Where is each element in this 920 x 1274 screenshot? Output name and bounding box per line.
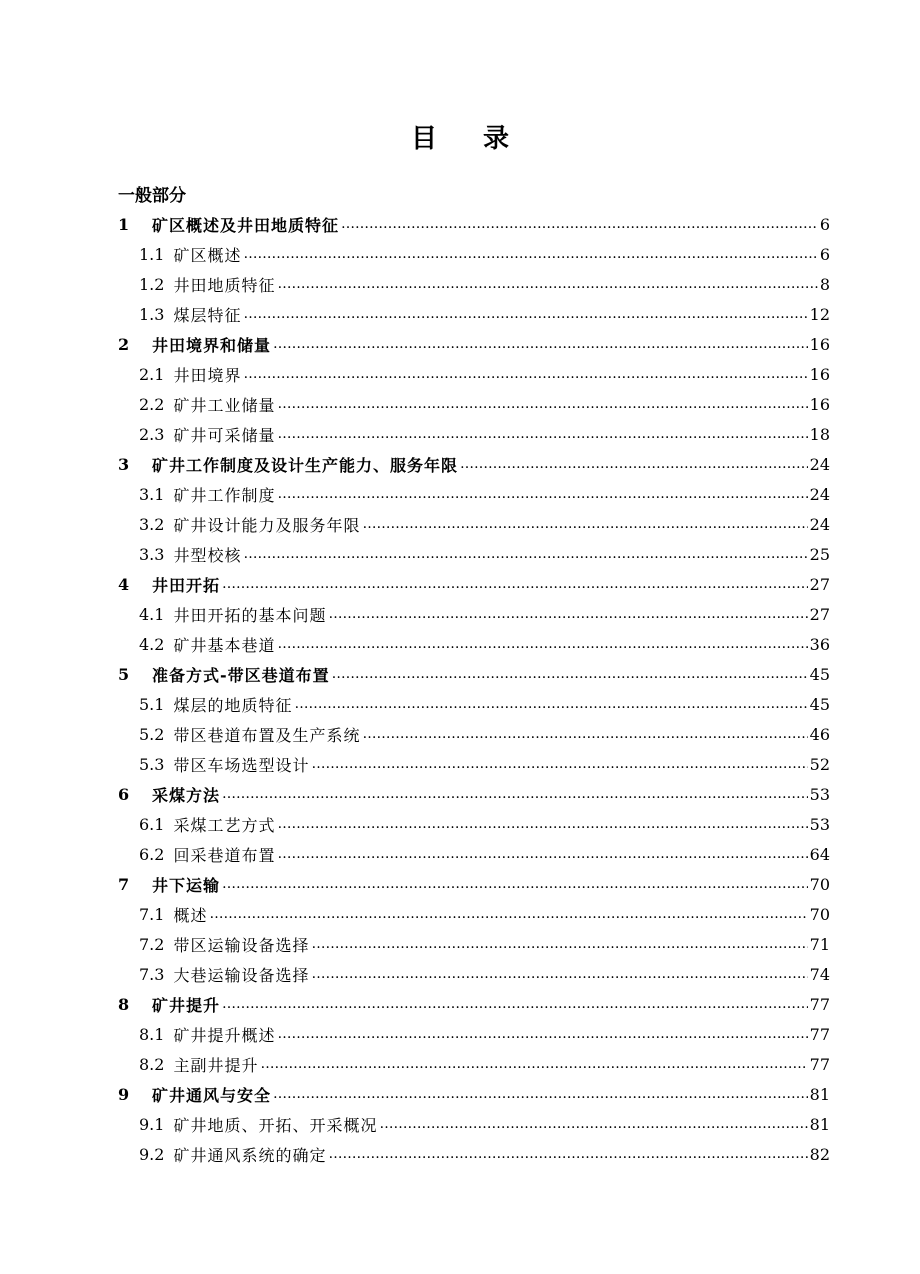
title-char: 录 — [483, 124, 510, 154]
dot-leader — [277, 845, 807, 863]
entry-number: 7.3 — [139, 964, 165, 984]
toc-chapter-entry[interactable] — [118, 1079, 830, 1109]
dot-leader — [460, 455, 808, 473]
entry-page-number: 52 — [809, 754, 830, 774]
entry-page-number: 74 — [809, 964, 830, 984]
entry-title: 矿井工业储量 — [173, 395, 276, 415]
entry-page-number: 24 — [809, 484, 830, 504]
entry-page-number: 6 — [819, 214, 830, 234]
entry-number: 6.2 — [139, 844, 165, 864]
dot-leader — [332, 665, 808, 683]
dot-leader — [362, 515, 807, 533]
toc-section-entry[interactable] — [118, 959, 830, 989]
entry-title: 井田境界 — [173, 365, 242, 385]
toc-section-entry[interactable] — [118, 479, 830, 509]
toc-section-entry[interactable] — [118, 1019, 830, 1049]
toc-section-entry[interactable] — [118, 359, 830, 389]
entry-page-number: 24 — [809, 454, 830, 474]
entry-number: 6.1 — [139, 814, 165, 834]
entry-number: 1.3 — [139, 304, 165, 324]
entry-number: 3.3 — [139, 544, 165, 564]
dot-leader — [294, 695, 807, 713]
entry-page-number: 16 — [809, 364, 830, 384]
dot-leader — [277, 1025, 807, 1043]
entry-title: 采煤工艺方式 — [173, 815, 276, 835]
entry-title: 矿井可采储量 — [173, 425, 276, 445]
dot-leader — [311, 935, 807, 953]
entry-title: 采煤方法 — [152, 785, 221, 805]
dot-leader — [277, 425, 807, 443]
entry-title: 矿井基本巷道 — [173, 635, 276, 655]
entry-page-number: 53 — [809, 784, 830, 804]
toc-section-entry[interactable] — [118, 509, 830, 539]
toc-section-entry[interactable] — [118, 629, 830, 659]
dot-leader — [273, 1085, 808, 1103]
toc-chapter-entry[interactable] — [118, 209, 830, 239]
entry-number: 5.2 — [139, 724, 165, 744]
entry-title: 带区车场选型设计 — [173, 755, 310, 775]
dot-leader — [222, 995, 808, 1013]
entry-title: 井田境界和储量 — [152, 335, 272, 355]
dot-leader — [209, 905, 807, 923]
entry-page-number: 64 — [809, 844, 830, 864]
dot-leader — [341, 215, 818, 233]
entry-page-number: 12 — [809, 304, 830, 324]
entry-page-number: 77 — [809, 1024, 830, 1044]
dot-leader — [362, 725, 807, 743]
entry-page-number: 81 — [809, 1114, 830, 1134]
entry-title: 矿井工作制度 — [173, 485, 276, 505]
entry-title: 带区巷道布置及生产系统 — [173, 725, 361, 745]
entry-number: 9.1 — [139, 1114, 165, 1134]
entry-title: 煤层特征 — [173, 305, 242, 325]
entry-page-number: 27 — [809, 604, 830, 624]
toc-chapter-entry[interactable] — [118, 779, 830, 809]
dot-leader — [277, 275, 817, 293]
dot-leader — [243, 245, 817, 263]
toc-section-entry[interactable] — [118, 899, 830, 929]
entry-title: 井型校核 — [173, 545, 242, 565]
entry-page-number: 16 — [809, 394, 830, 414]
entry-title: 主副井提升 — [173, 1055, 259, 1075]
entry-number: 1.2 — [139, 274, 165, 294]
dot-leader — [379, 1115, 807, 1133]
page-title — [0, 118, 920, 155]
entry-number: 7.1 — [139, 904, 165, 924]
dot-leader — [243, 365, 807, 383]
dot-leader — [277, 815, 807, 833]
entry-title: 矿井提升 — [152, 995, 221, 1015]
entry-page-number: 70 — [809, 874, 830, 894]
toc-section-entry[interactable] — [118, 269, 830, 299]
entry-page-number: 27 — [809, 574, 830, 594]
entry-page-number: 81 — [809, 1084, 830, 1104]
entry-page-number: 70 — [809, 904, 830, 924]
entry-number: 4.1 — [139, 604, 165, 624]
entry-number: 8.1 — [139, 1024, 165, 1044]
entry-title: 矿区概述 — [173, 245, 242, 265]
toc-chapter-entry[interactable] — [118, 989, 830, 1019]
entry-title: 矿井通风与安全 — [152, 1085, 272, 1105]
entry-number: 2.3 — [139, 424, 165, 444]
entry-number: 2.2 — [139, 394, 165, 414]
entry-title: 井下运输 — [152, 875, 221, 895]
entry-title: 矿井通风系统的确定 — [173, 1145, 327, 1165]
entry-number: 2 — [118, 334, 130, 354]
toc-section-entry[interactable] — [118, 539, 830, 569]
entry-number: 3.2 — [139, 514, 165, 534]
entry-number: 5.3 — [139, 754, 165, 774]
toc-section-entry[interactable] — [118, 809, 830, 839]
dot-leader — [222, 785, 808, 803]
entry-number: 4.2 — [139, 634, 165, 654]
toc-section-entry[interactable] — [118, 389, 830, 419]
entry-page-number: 24 — [809, 514, 830, 534]
entry-number: 1.1 — [139, 244, 165, 264]
entry-number: 4 — [118, 574, 130, 594]
dot-leader — [273, 335, 808, 353]
entry-title: 矿井工作制度及设计生产能力、服务年限 — [152, 455, 459, 475]
entry-page-number: 46 — [809, 724, 830, 744]
toc-section-entry[interactable] — [118, 1139, 830, 1169]
section-header: 一般部分 — [118, 186, 186, 206]
entry-page-number: 77 — [809, 994, 830, 1014]
dot-leader — [222, 875, 808, 893]
title-char: 目 — [410, 124, 437, 154]
entry-number: 5.1 — [139, 694, 165, 714]
entry-page-number: 45 — [809, 694, 830, 714]
entry-page-number: 45 — [809, 664, 830, 684]
entry-title: 矿区概述及井田地质特征 — [152, 215, 340, 235]
dot-leader — [311, 755, 807, 773]
entry-number: 1 — [118, 214, 130, 234]
entry-number: 7 — [118, 874, 130, 894]
dot-leader — [260, 1055, 807, 1073]
entry-title: 井田开拓 — [152, 575, 221, 595]
dot-leader — [328, 605, 807, 623]
entry-title: 矿井提升概述 — [173, 1025, 276, 1045]
dot-leader — [277, 485, 807, 503]
entry-page-number: 71 — [809, 934, 830, 954]
dot-leader — [277, 635, 807, 653]
entry-page-number: 8 — [819, 274, 830, 294]
toc-chapter-entry[interactable] — [118, 329, 830, 359]
entry-number: 5 — [118, 664, 130, 684]
toc-section-entry[interactable] — [118, 1049, 830, 1079]
entry-page-number: 53 — [809, 814, 830, 834]
dot-leader — [243, 545, 807, 563]
entry-title: 准备方式-带区巷道布置 — [152, 665, 330, 685]
toc-chapter-entry[interactable] — [118, 569, 830, 599]
entry-number: 8.2 — [139, 1054, 165, 1074]
toc-chapter-entry[interactable] — [118, 449, 830, 479]
toc-section-entry[interactable] — [118, 299, 830, 329]
toc-section-entry[interactable] — [118, 239, 830, 269]
entry-number: 7.2 — [139, 934, 165, 954]
entry-title: 带区运输设备选择 — [173, 935, 310, 955]
entry-page-number: 77 — [809, 1054, 830, 1074]
entry-page-number: 36 — [809, 634, 830, 654]
entry-page-number: 16 — [809, 334, 830, 354]
entry-title: 大巷运输设备选择 — [173, 965, 310, 985]
entry-title: 回采巷道布置 — [173, 845, 276, 865]
toc-section-entry[interactable] — [118, 749, 830, 779]
dot-leader — [243, 305, 807, 323]
toc-list — [118, 209, 830, 1169]
dot-leader — [222, 575, 808, 593]
toc-section-entry[interactable] — [118, 419, 830, 449]
entry-page-number: 18 — [809, 424, 830, 444]
dot-leader — [328, 1145, 807, 1163]
entry-number: 9.2 — [139, 1144, 165, 1164]
entry-page-number: 82 — [809, 1144, 830, 1164]
toc-section-entry[interactable] — [118, 839, 830, 869]
dot-leader — [311, 965, 807, 983]
toc-section-entry[interactable] — [118, 689, 830, 719]
toc-section-entry[interactable] — [118, 599, 830, 629]
entry-page-number: 6 — [819, 244, 830, 264]
entry-page-number: 25 — [809, 544, 830, 564]
entry-number: 3.1 — [139, 484, 165, 504]
entry-title: 煤层的地质特征 — [173, 695, 293, 715]
entry-title: 井田地质特征 — [173, 275, 276, 295]
toc-section-entry[interactable] — [118, 1109, 830, 1139]
entry-title: 矿井地质、开拓、开采概况 — [173, 1115, 378, 1135]
entry-number: 2.1 — [139, 364, 165, 384]
toc-section-entry[interactable] — [118, 929, 830, 959]
entry-title: 概述 — [173, 905, 208, 925]
entry-number: 8 — [118, 994, 130, 1014]
entry-number: 9 — [118, 1084, 130, 1104]
toc-section-entry[interactable] — [118, 719, 830, 749]
entry-number: 6 — [118, 784, 130, 804]
toc-chapter-entry[interactable] — [118, 869, 830, 899]
entry-number: 3 — [118, 454, 130, 474]
toc-chapter-entry[interactable] — [118, 659, 830, 689]
dot-leader — [277, 395, 807, 413]
entry-title: 井田开拓的基本问题 — [173, 605, 327, 625]
entry-title: 矿井设计能力及服务年限 — [173, 515, 361, 535]
